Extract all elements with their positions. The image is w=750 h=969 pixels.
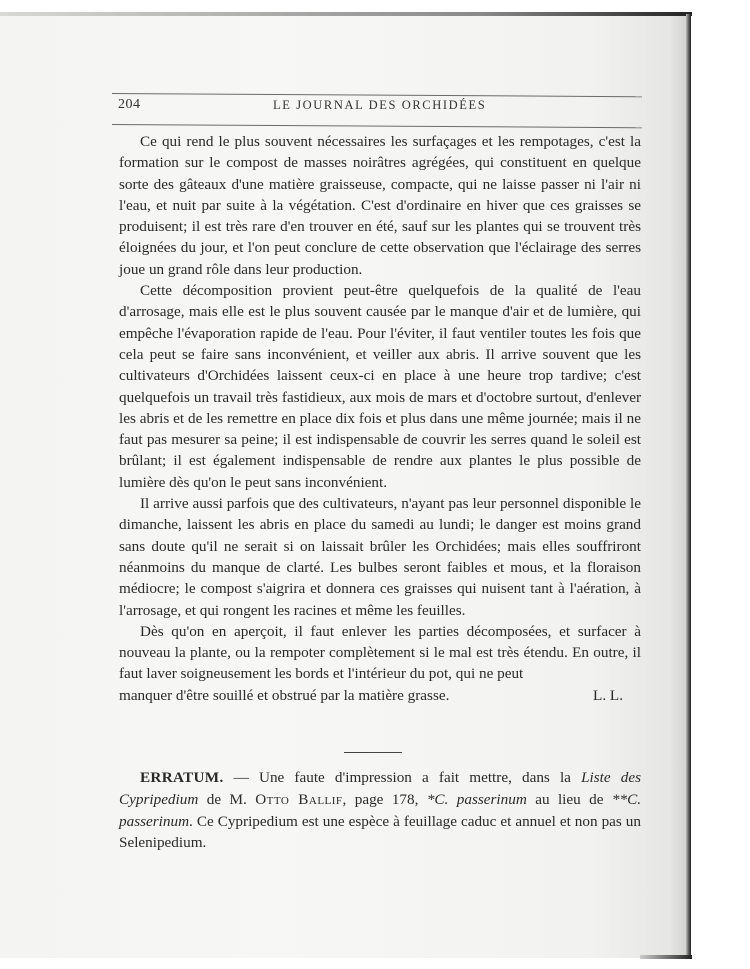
running-head [118, 97, 643, 119]
page-bottom-edge [640, 955, 692, 959]
erratum-text: au lieu de [526, 790, 612, 808]
page-right-edge [686, 14, 691, 958]
article-body [119, 131, 641, 706]
paragraph: Cette décomposition provient peut-être quelquefois de la qualité de l'eau d'arrosage, mais elle est le plus souvent causée par le manque d'air et de lumière, qui empêche l'évaporation rapide de l'eau. Pour l'éviter, il faut ventiler toutes les fois que cela peut se faire sans inconvénient, et veiller aux abris. Il arrive souvent que les cultivateurs d'Orchidées laissent ceux-ci en place à une heure trop tardive; c'est quelquefois un travail très fastidieux, aux mois de mars et d'octobre surtout, d'enlever les abris et de les remettre en place dix fois et plus dans une même journée; mais il ne faut pas mesurer sa peine; il est indispensable de couvrir les serres quand le soleil est brûlant; il est également indispensable de rendre aux plantes le plus possible de lumière dès qu'on le peut sans inconvénient. [119, 282, 641, 491]
erratum-author: Otto Ballif [255, 790, 343, 808]
page-number: 204 [118, 97, 141, 112]
erratum-species-wrong: *C. passerinum [426, 790, 527, 808]
last-line-text: manquer d'être souillé et obstrué par la matière grasse. [119, 686, 450, 704]
erratum-heading: ERRATUM. [140, 769, 224, 786]
erratum-list-title: Liste des Cypripedium [119, 769, 641, 808]
paragraph-final-text: Dès qu'on en aperçoit, il faut enlever les parties décomposées, et surfacer à nouveau la plante, ou la rempoter complètement si le mal est très étendu. En outre, il faut laver soigneusement les bords et l'intérieur du pot, qui ne peut [119, 622, 641, 683]
paragraph: Il arrive aussi parfois que des cultivateurs, n'ayant pas leur personnel disponible le dimanche, laissent les abris en place du samedi au lundi; le danger est moins grand sans doute qu'il ne serait si on laissait brûler les Orchidées; mais elles souffriront néanmoins du manque de clarté. Les bulbes seront faibles et mous, et la floraison médiocre; le compost s'aigrira et donnera ces graisses qui nuisent tant à l'aération, à l'arrosage, et qui rongent les racines et même les feuilles. [119, 495, 641, 619]
paragraph: Ce qui rend le plus souvent nécessaires les surfaçages et les rempotages, c'est la formation sur le compost de masses noirâtres agrégées, qui constituent en quelque sorte des gâteaux d'une matière graisseuse, compacte, qui ne laisse passer ni l'air ni l'eau, et nuit par suite à la végétation. C'est d'ordinaire en hiver que ces graisses se produisent; il est très rare d'en trouver en été, sauf sur les plantes qui se trouvent très éloignées du jour, et l'on peut conclure de cette observation que l'éclairage des serres joue un grand rôle dans leur production. [119, 133, 641, 278]
erratum-text: — Une faute d'impression a fait mettre, dans la [223, 769, 582, 786]
erratum-text: , page 178, [342, 790, 427, 808]
erratum-text: de M. [198, 790, 256, 808]
signature-line [119, 685, 641, 706]
erratum-text: . Ce Cypripedium est une espèce à feuillage caduc et annuel et non pas un Selenipedium. [119, 812, 641, 852]
erratum-species-correct: **C. passerinum [119, 790, 642, 830]
page-top-edge [0, 12, 692, 16]
section-divider [344, 752, 402, 753]
paragraph-final [119, 621, 641, 685]
erratum-paragraph [119, 767, 641, 854]
erratum-note [119, 767, 641, 854]
journal-title: LE JOURNAL DES ORCHIDÉES [273, 98, 487, 112]
author-signature: L. L. [593, 686, 623, 704]
